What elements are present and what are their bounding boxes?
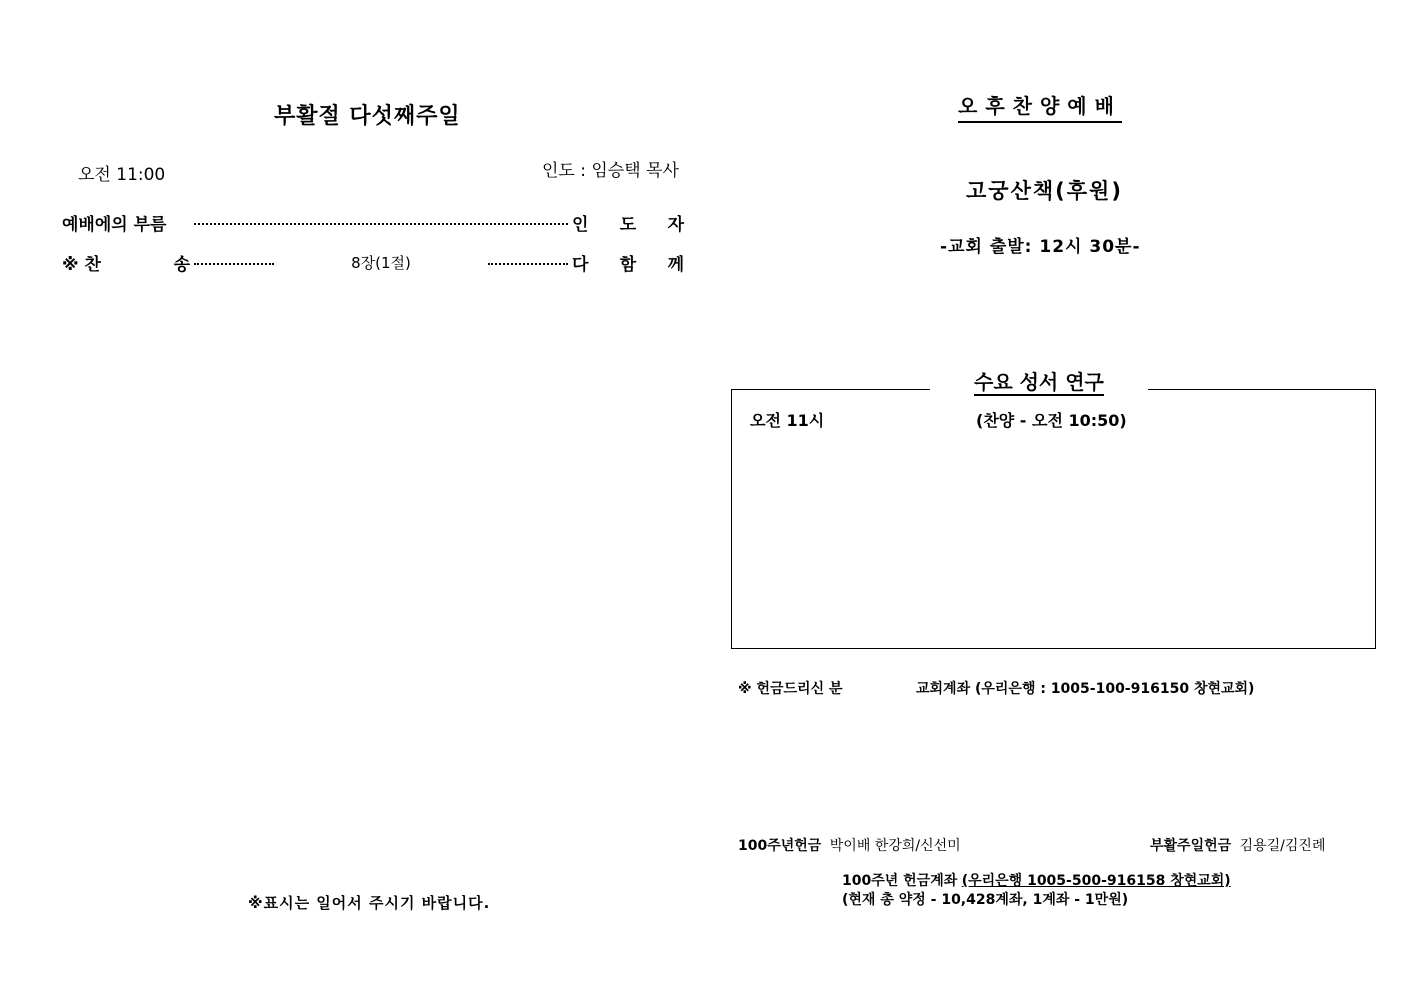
bible-study-title: 수요 성서 연구 — [930, 366, 1148, 395]
bible-study-praise-time: (찬양 - 오전 10:50) — [976, 411, 1127, 430]
leader-dots — [194, 263, 274, 265]
page-title: 부활절 다섯째주일 — [274, 104, 461, 129]
bible-study-time: 오전 11시 — [750, 411, 825, 430]
centennial-account: 100주년 헌금계좌 (우리은행 1005-500-916158 창현교회) — [842, 873, 1231, 889]
church-account: 교회계좌 (우리은행 : 1005-100-916150 창현교회) — [916, 681, 1255, 697]
item-label: ※ 찬 송 — [62, 254, 190, 275]
worship-item — [62, 208, 684, 236]
service-leader: 인도 : 임승택 목사 — [542, 161, 679, 181]
item-label: 예배에의 부름 — [62, 214, 167, 235]
item-detail: 8장(1절) — [351, 253, 411, 272]
worship-item — [62, 248, 684, 276]
leader-dots — [194, 223, 568, 225]
outing-departure: -교회 출발: 12시 30분- — [940, 237, 1141, 257]
offering-header: ※ 헌금드리신 분 — [738, 681, 843, 697]
item-person: 인 도 자 — [572, 214, 684, 235]
outing-title: 고궁산책(후원) — [966, 179, 1123, 203]
centennial-status: (현재 총 약정 - 10,428계좌, 1계좌 - 1만원) — [842, 892, 1129, 908]
item-person: 다 함 께 — [572, 254, 684, 275]
centennial-offering: 100주년헌금 박이배 한강희/신선미 — [738, 838, 961, 854]
leader-dots — [488, 263, 568, 265]
afternoon-service-title: 오후찬양예배 — [958, 90, 1122, 123]
service-time: 오전 11:00 — [78, 165, 166, 185]
easter-offering: 부활주일헌금 김용길/김진례 — [1150, 838, 1326, 854]
standing-note: ※표시는 일어서 주시기 바랍니다. — [248, 894, 491, 912]
